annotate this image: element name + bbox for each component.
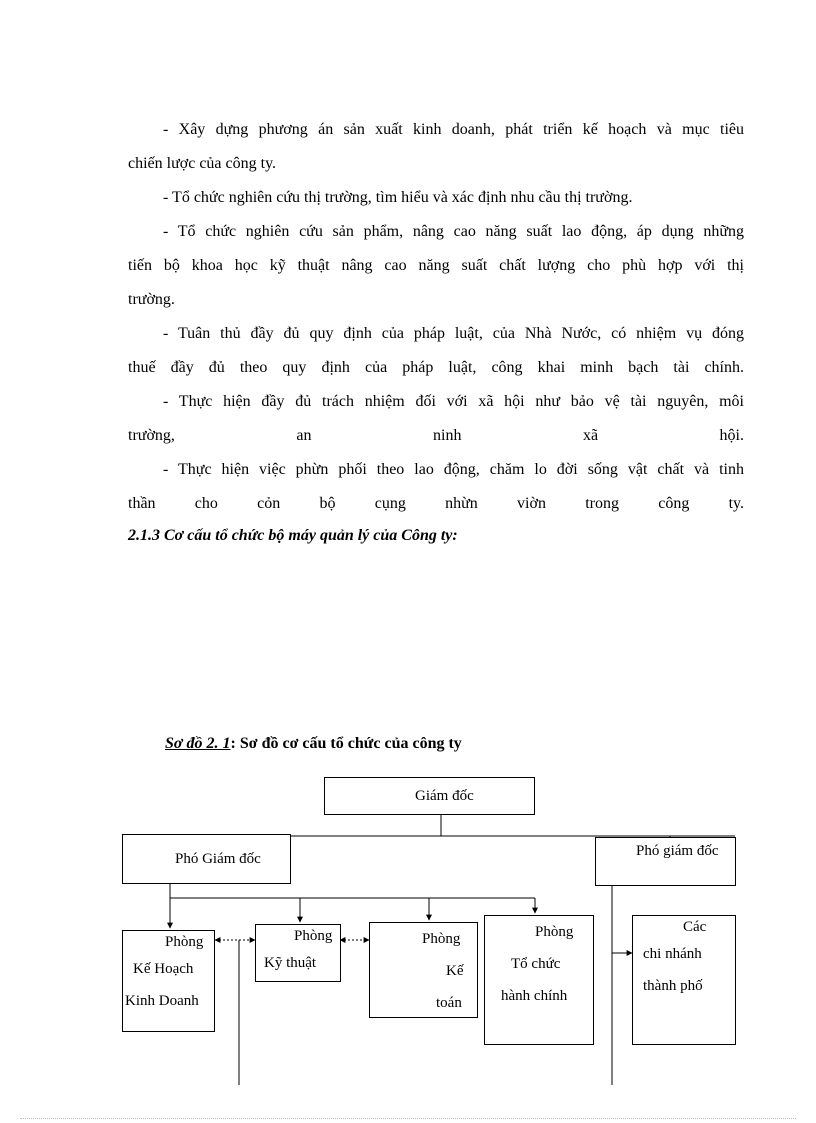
node-admin <box>484 915 594 1045</box>
node-accounting-line-3: toán <box>436 995 462 1011</box>
node-admin-line-2: Tổ chức <box>511 956 561 972</box>
diagram-caption-text: : Sơ đồ cơ cấu tổ chức của công ty <box>230 735 462 752</box>
node-planning-line-1: Phòng <box>165 934 204 950</box>
node-accounting-line-1: Phòng <box>422 931 461 947</box>
paragraph-6-line-1: - Thực hiện việc phừn phối theo lao động, chăm lo đời sống vật chất và tinh <box>163 461 744 478</box>
node-admin-line-1: Phòng <box>535 924 574 940</box>
node-technical-line-1: Phòng <box>294 928 333 944</box>
page-bottom-divider <box>20 1118 796 1119</box>
paragraph-5-line-2: trường, an ninh xã hội. <box>128 427 744 444</box>
diagram-caption-number: Sơ đồ 2. 1 <box>165 735 231 752</box>
node-technical-line-2: Kỹ thuật <box>264 955 317 971</box>
node-director <box>324 777 535 815</box>
node-admin-line-3: hành chính <box>501 988 568 1004</box>
node-technical <box>255 924 341 982</box>
node-planning-line-3: Kinh Doanh <box>125 993 199 1009</box>
node-branches-line-2: chi nhánh <box>643 946 702 962</box>
node-planning-line-2: Kế Hoạch <box>133 961 194 977</box>
paragraph-6-line-2: thần cho cỏn bộ cụng nhừn viờn trong công ty. <box>128 495 744 512</box>
node-branches <box>632 915 736 1045</box>
node-branches-line-1: Các <box>683 919 707 935</box>
paragraph-5-line-1: - Thực hiện đầy đủ trách nhiệm đối với xã hội như bảo vệ tài nguyên, môi <box>163 393 744 410</box>
node-accounting-line-2: Kế <box>446 963 464 979</box>
paragraph-1-line-1: - Xây dựng phương án sản xuất kinh doanh, phát triển kế hoạch và mục tiêu <box>163 121 744 138</box>
paragraph-3-line-3: trường. <box>128 291 175 308</box>
paragraph-4-line-2: thuế đầy đủ theo quy định của pháp luật, công khai minh bạch tài chính. <box>128 359 744 376</box>
node-accounting <box>369 922 478 1018</box>
node-branches-line-3: thành phố <box>643 978 703 994</box>
node-director-label: Giám đốc <box>415 788 474 804</box>
paragraph-2-line-1: - Tổ chức nghiên cứu thị trường, tìm hiểu và xác định nhu cầu thị trường. <box>163 189 633 206</box>
paragraph-3-line-1: - Tổ chức nghiên cứu sản phẩm, nâng cao năng suất lao động, áp dụng những <box>163 223 744 240</box>
node-deputy-right <box>595 837 736 886</box>
paragraph-1-line-2: chiến lược của công ty. <box>128 155 277 172</box>
node-deputy-right-label: Phó giám đốc <box>636 843 719 859</box>
paragraph-3-line-2: tiến bộ khoa học kỹ thuật nâng cao năng suất chất lượng cho phù hợp với thị <box>128 257 744 274</box>
node-deputy-left <box>122 834 291 884</box>
node-planning <box>122 930 215 1032</box>
paragraph-4-line-1: - Tuân thủ đầy đủ quy định của pháp luật, của Nhà Nước, có nhiệm vụ đóng <box>163 325 744 342</box>
section-heading: 2.1.3 Cơ cấu tổ chức bộ máy quản lý của Công ty: <box>128 527 458 544</box>
node-deputy-left-label: Phó Giám đốc <box>175 851 261 867</box>
